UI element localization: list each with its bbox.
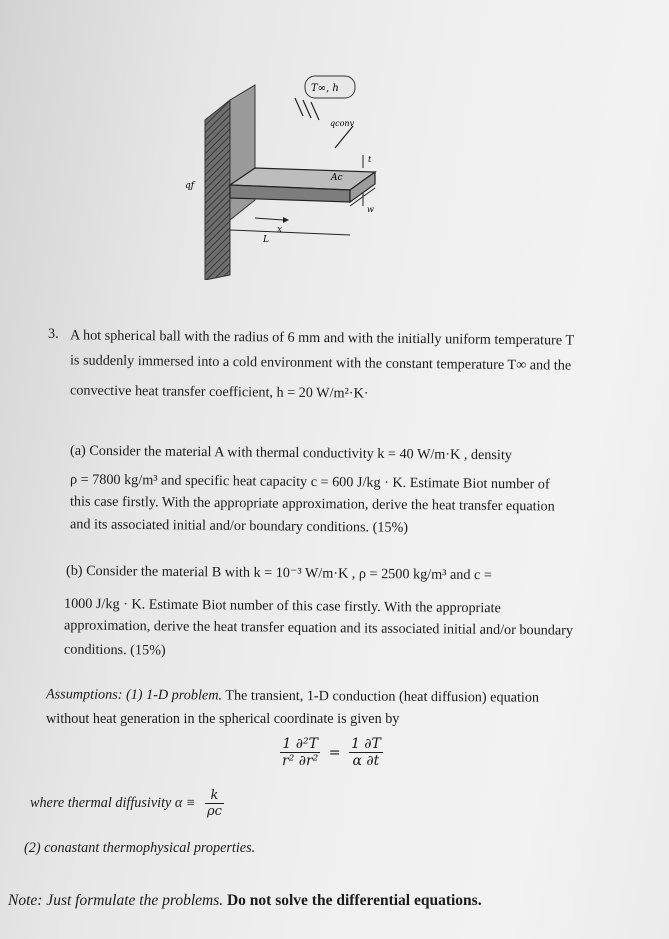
assumptions-label: Assumptions: (1) 1-D problem. (45, 686, 223, 704)
assumptions-line-2: without heat generation in the spherical coordinate is given by (46, 711, 400, 727)
ac-label: Ac (331, 173, 343, 183)
fin-diagram (185, 60, 410, 280)
part-a-line-4: and its associated initial and/or boundary conditions. (15%) (69, 516, 409, 536)
note-prefix: Note: Just formulate the problems. (8, 892, 224, 909)
part-a-line-3: this case firstly. With the appropriate approximation, derive the heat transfer equation (69, 493, 555, 515)
diff-den: ρc (207, 804, 222, 819)
qf-label: qf (185, 181, 195, 191)
eq-lhs-num: 1 ∂²T (280, 736, 320, 753)
t-label: t (368, 155, 372, 164)
problem-number: 3. (48, 326, 59, 342)
heat-equation (280, 736, 383, 769)
intro-line-3: convective heat transfer coefficient, h = 20 W/m²·K· (69, 382, 369, 402)
assumptions-text: The transient, 1-D conduction (heat diffusion) equation (225, 687, 540, 706)
part-a-line-2: ρ = 7800 kg/m³ and specific heat capacity c = 600 J/kg · K. Estimate Biot number of (69, 471, 550, 493)
part-b-line-1: (b) Consider the material B with k = 10⁻³ W/m·K , ρ = 2500 kg/m³ and c = (65, 562, 492, 584)
part-b-line-4: conditions. (15%) (63, 641, 166, 659)
wall-face (230, 85, 255, 220)
eq-rhs-den: α ∂t (352, 753, 380, 769)
eq-rhs-num: 1 ∂T (350, 736, 381, 752)
part-b-line-3: approximation, derive the heat transfer equation and its associated initial and/or boundary (63, 617, 574, 639)
eq-lhs-den: r² ∂r² (282, 753, 319, 769)
intro-line-1: A hot spherical ball with the radius of 6 mm and with the initially uniform temperature T (69, 327, 575, 349)
diffusivity-line (30, 788, 224, 819)
intro-line-2: is suddenly immersed into a cold environment with the constant temperature T∞ and the (69, 352, 572, 374)
wall-front (205, 100, 230, 280)
part-b-line-2: 1000 J/kg · K. Estimate Biot number of this case firstly. With the appropriate (63, 595, 501, 617)
diffusivity-text: where thermal diffusivity α ≡ (30, 794, 196, 811)
tinf-label: T∞, h (311, 83, 339, 94)
part-a-line-1: (a) Consider the material A with thermal conductivity k = 40 W/m·K , density (69, 442, 513, 464)
note-bold: Do not solve the differential equations. (226, 892, 482, 909)
qconv-label: qconv (330, 119, 355, 128)
x-label: x (277, 225, 283, 235)
note-line (8, 892, 482, 910)
L-label: L (263, 235, 269, 245)
assumption-2: (2) conastant thermophysical properties. (24, 840, 256, 856)
w-label: w (367, 205, 374, 214)
diff-num: k (205, 788, 224, 804)
assumptions-line-1 (46, 686, 539, 706)
eq-equals: = (328, 744, 341, 761)
